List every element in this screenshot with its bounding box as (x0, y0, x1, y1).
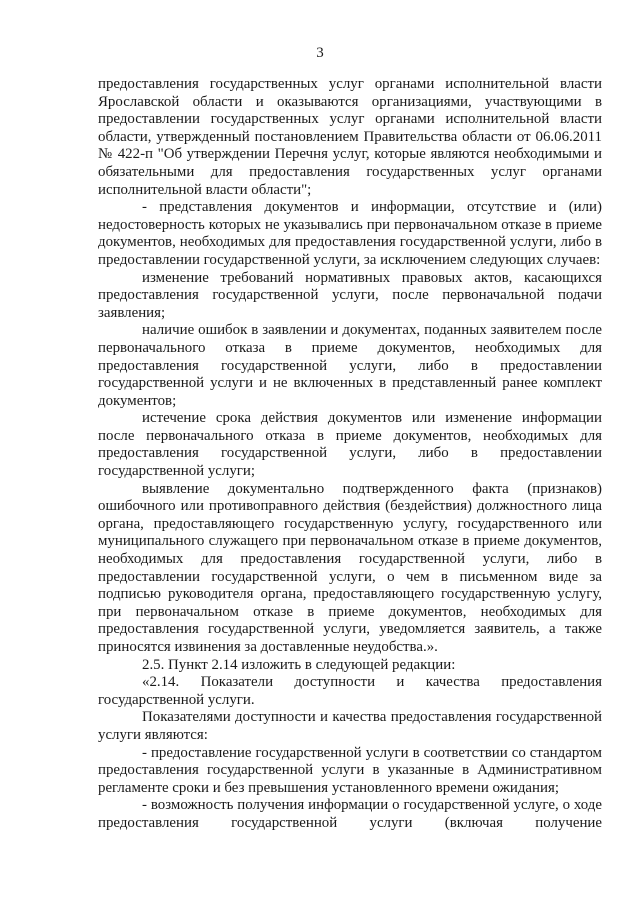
paragraph-8: «2.14. Показатели доступности и качества предоставления государственной услуги. (98, 674, 602, 708)
paragraph-7: 2.5. Пункт 2.14 изложить в следующей редакции: (142, 656, 456, 673)
document-body (98, 76, 602, 833)
paragraph-4: наличие ошибок в заявлении и документах, поданных заявителем после первоначального отказа в приеме документов, необходимых для предоставления государственной услуги, либо в предоставлении государственной услуги и не включенных в представленный ранее комплект документов; (98, 322, 602, 409)
paragraph-1: предоставления государственных услуг органами исполнительной власти Ярославской области и оказываются организациями, участвующими в предоставлении государственных услуг органами исполнительной власти области, утвержденный постановлением Правительства области от 06.06.2011 № 422-п "Об утверждении Перечня услуг, которые являются необходимыми и обязательными для предоставления государственных услуг органами исполнительной власти области"; (98, 76, 602, 198)
paragraph-10: - предоставление государственной услуги в соответствии со стандартом предоставления государственной услуги в указанные в Административном регламенте сроки и без превышения установленного времени ожидания; (98, 744, 602, 796)
paragraph-3: изменение требований нормативных правовых актов, касающихся предоставления государственной услуги, после первоначальной подачи заявления; (98, 269, 602, 321)
paragraph-6: выявление документально подтвержденного факта (признаков) ошибочного или противоправного действия (бездействия) должностного лица органа, предоставляющего государственную услугу, государственного или муниципального служащего при первоначальном отказе в приеме документов, необходимых для предоставления государственной услуги, либо в предоставлении государственной услуги, о чем в письменном виде за подписью руководителя органа, предоставляющего государственную услугу, при первоначальном отказе в приеме документов, необходимых для предоставления государственной услуги, уведомляется заявитель, а также приносятся извинения за доставленные неудобства.». (98, 480, 602, 655)
paragraph-2: - представления документов и информации, отсутствие и (или) недостоверность которых не указывались при первоначальном отказе в приеме документов, необходимых для предоставления государственной услуги, либо в предоставлении государственной услуги, за исключением следующих случаев: (98, 199, 602, 268)
paragraph-11: - возможность получения информации о государственной услуге, о ходе предоставления государственной услуги (включая получение (98, 797, 602, 831)
paragraph-9: Показателями доступности и качества предоставления государственной услуги являются: (98, 709, 602, 743)
page-number: 3 (316, 45, 324, 61)
paragraph-5: истечение срока действия документов или изменение информации после первоначального отказа в приеме документов, необходимых для предоставления государственной услуги, либо в предоставлении государственной услуги; (98, 410, 602, 480)
